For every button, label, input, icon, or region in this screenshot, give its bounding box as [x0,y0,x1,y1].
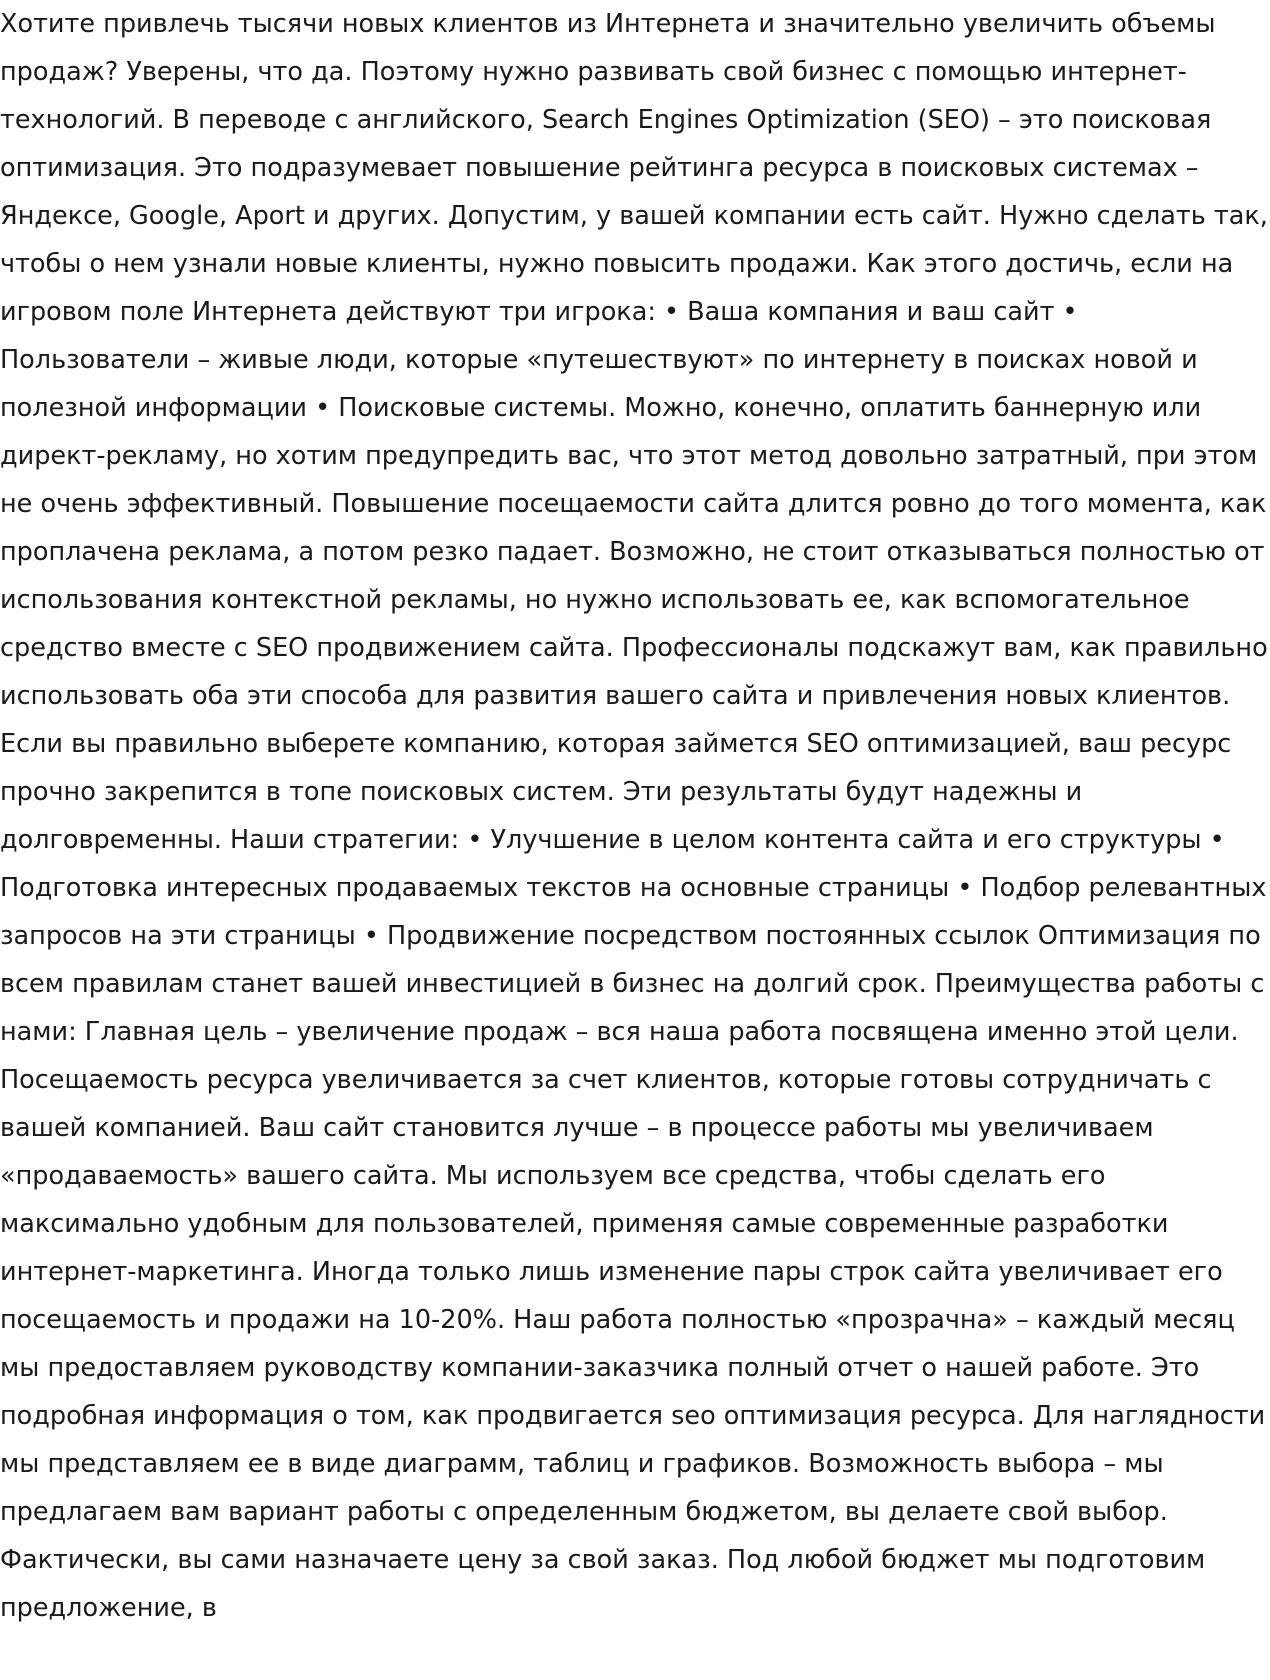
article-body-text: Хотите привлечь тысячи новых клиентов из Интернета и значительно увеличить объемы продаж? Уверены, что да. Поэтому нужно развивать свой бизнес с помощью интернет-технологий. В переводе с английского, Search Engines Optimization (SEO) – это поисковая оптимизация. Это подразумевает повышение рейтинга ресурса в поисковых системах – Яндексе, Google, Aport и других. Допустим, у вашей компании есть сайт. Нужно сделать так, чтобы о нем узнали новые клиенты, нужно повысить продажи. Как этого достичь, если на игровом поле Интернета действуют три игрока: • Ваша компания и ваш сайт • Пользователи – живые люди, которые «путешествуют» по интернету в поисках новой и полезной информации • Поисковые системы. Можно, конечно, оплатить баннерную или директ-рекламу, но хотим предупредить вас, что этот метод довольно затратный, при этом не очень эффективный. Повышение посещаемости сайта длится ровно до того момента, как проплачена реклама, а потом резко падает. Возможно, не стоит отказываться полностью от использования контекстной рекламы, но нужно использовать ее, как вспомогательное средство вместе с SEO продвижением сайта. Профессионалы подскажут вам, как правильно использовать оба эти способа для развития вашего сайта и привлечения новых клиентов. Если вы правильно выберете компанию, которая займется SEO оптимизацией, ваш ресурс прочно закрепится в топе поисковых систем. Эти результаты будут надежны и долговременны. Наши стратегии: • Улучшение в целом контента сайта и его структуры • Подготовка интересных продаваемых текстов на основные страницы • Подбор релевантных запросов на эти страницы • Продвижение посредством постоянных ссылок Оптимизация по всем правилам станет вашей инвестицией в бизнес на долгий срок. Преимущества работы с нами: Главная цель – увеличение продаж – вся наша работа посвящена именно этой цели. Посещаемость ресурса увеличивается за счет клиентов, которые готовы сотрудничать с вашей компанией. Ваш сайт становится лучше – в процессе работы мы увеличиваем «продаваемость» вашего сайта. Мы используем все средства, чтобы сделать его максимально удобным для пользователей, применяя самые современные разработки интернет-маркетинга. Иногда только лишь изменение пары строк сайта увеличивает его посещаемость и продажи на 10-20%. Наш работа полностью «прозрачна» – каждый месяц мы предоставляем руководству компании-заказчика полный отчет о нашей работе. Это подробная информация о том, как продвигается seo оптимизация ресурса. Для наглядности мы представляем ее в виде диаграмм, таблиц и графиков. Возможность выбора – мы предлагаем вам вариант работы с определенным бюджетом, вы делаете свой выбор. Фактически, вы сами назначаете цену за свой заказ. Под любой бюджет мы подготовим предложение, в [0,9,1268,1623]
